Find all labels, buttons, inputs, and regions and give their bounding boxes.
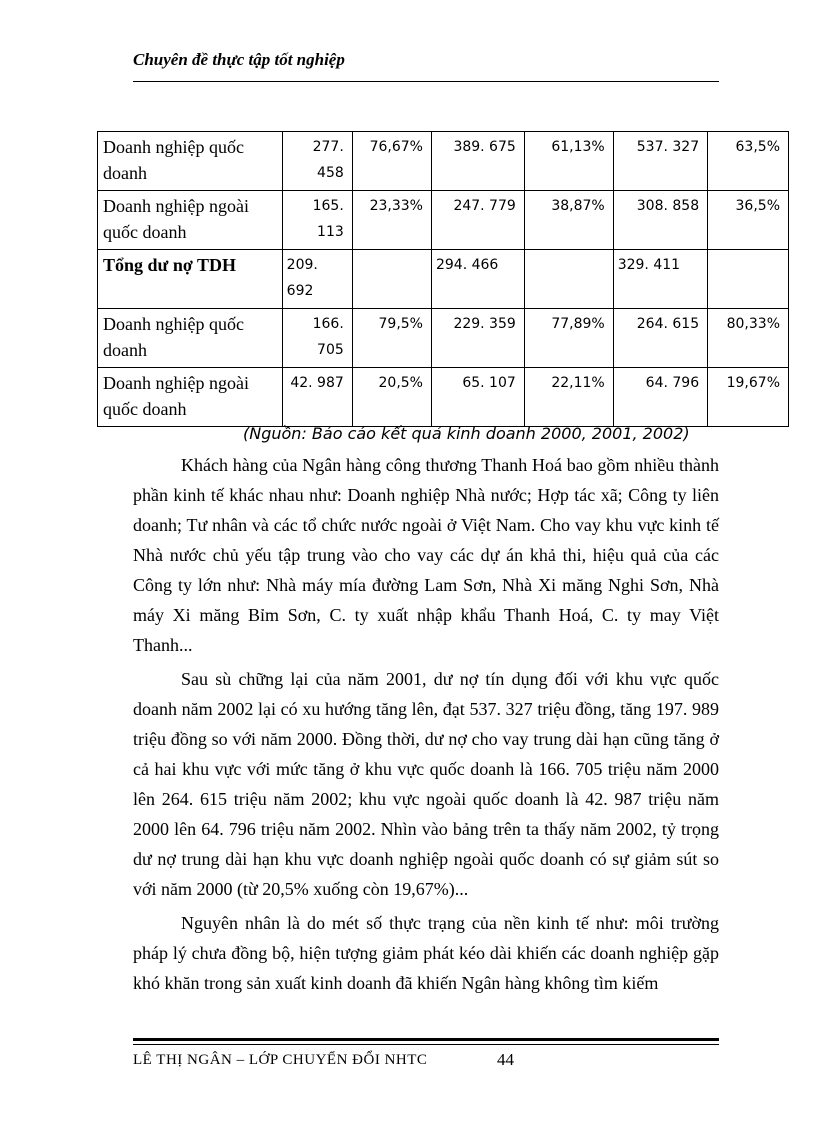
table-row (98, 368, 789, 427)
table-cell: 77,89% (524, 309, 613, 368)
footer-author: LÊ THỊ NGÂN – LỚP CHUYỂN ĐỔI NHTC (133, 1052, 428, 1068)
table-cell: 65. 107 (431, 368, 524, 427)
footer-rule-thin (133, 1044, 719, 1045)
header-rule (133, 81, 719, 82)
table-cell: 165. 113 (282, 191, 352, 250)
row-label: Doanh nghiệp ngoài quốc doanh (98, 191, 283, 250)
table-cell: 308. 858 (613, 191, 707, 250)
table-cell: 64. 796 (613, 368, 707, 427)
table-row (98, 132, 789, 191)
table-cell: 22,11% (524, 368, 613, 427)
table-row-total (98, 250, 789, 309)
table-cell (708, 250, 789, 309)
row-label: Doanh nghiệp ngoài quốc doanh (98, 368, 283, 427)
table-cell: 329. 411 (613, 250, 707, 309)
table-cell (352, 250, 431, 309)
table-source-note: (Nguồn: Báo cáo kết quả kinh doanh 2000, 2001, 2002) (243, 424, 690, 443)
table-cell: 247. 779 (431, 191, 524, 250)
table-row (98, 191, 789, 250)
table-cell: 537. 327 (613, 132, 707, 191)
table-cell: 63,5% (708, 132, 789, 191)
table-cell: 42. 987 (282, 368, 352, 427)
table-cell: 277. 458 (282, 132, 352, 191)
paragraph: Nguyên nhân là do mét số thực trạng của nền kinh tế như: môi trường pháp lý chưa đồng bộ, hiện tượng giảm phát kéo dài khiến các doanh nghiệp gặp khó khăn trong sản xuất kinh doanh đã khiến Ngân hàng không tìm kiếm (133, 913, 719, 993)
table-cell: 23,33% (352, 191, 431, 250)
table-cell: 79,5% (352, 309, 431, 368)
paragraph: Khách hàng của Ngân hàng công thương Thanh Hoá bao gồm nhiều thành phần kinh tế khác nhau như: Doanh nghiệp Nhà nước; Hợp tác xã; Công ty liên doanh; Tư nhân và các tổ chức nước ngoài ở Việt Nam. Cho vay khu vực kinh tế Nhà nước chủ yếu tập trung vào cho vay các dự án khả thi, hiệu quả của các Công ty lớn như: Nhà máy mía đường Lam Sơn, Nhà Xi măng Nghi Sơn, Nhà máy Xi măng Bỉm Sơn, C. ty xuất nhập khẩu Thanh Hoá, C. ty may Việt Thanh... (133, 455, 719, 655)
table-cell: 19,67% (708, 368, 789, 427)
row-label: Tổng dư nợ TDH (98, 250, 283, 309)
table-cell: 294. 466 (431, 250, 524, 309)
table-cell: 20,5% (352, 368, 431, 427)
table-cell: 80,33% (708, 309, 789, 368)
table-cell: 389. 675 (431, 132, 524, 191)
body-text (133, 450, 719, 1002)
page-number: 44 (497, 1050, 514, 1069)
table-cell (524, 250, 613, 309)
table-cell: 38,87% (524, 191, 613, 250)
row-label: Doanh nghiệp quốc doanh (98, 309, 283, 368)
table-cell: 264. 615 (613, 309, 707, 368)
table-row (98, 309, 789, 368)
table-cell: 36,5% (708, 191, 789, 250)
table-cell: 76,67% (352, 132, 431, 191)
paragraph: Sau sù chững lại của năm 2001, dư nợ tín dụng đối với khu vực quốc doanh năm 2002 lại có xu hướng tăng lên, đạt 537. 327 triệu đồng, tăng 197. 989 triệu đồng so với năm 2000. Đồng thời, dư nợ cho vay trung dài hạn cũng tăng ở cả hai khu vực với mức tăng ở khu vực quốc doanh là 166. 705 triệu năm 2000 lên 264. 615 triệu năm 2002; khu vực ngoài quốc doanh là 42. 987 triệu năm 2000 lên 64. 796 triệu năm 2002. Nhìn vào bảng trên ta thấy năm 2002, tỷ trọng dư nợ trung dài hạn khu vực doanh nghiệp ngoài quốc doanh có sự giảm sút so với năm 2000 (từ 20,5% xuống còn 19,67%)... (133, 669, 719, 899)
running-header-title: Chuyên đề thực tập tốt nghiệp (133, 50, 345, 69)
table-cell: 229. 359 (431, 309, 524, 368)
footer-rule-thick (133, 1038, 719, 1041)
table-cell: 166. 705 (282, 309, 352, 368)
row-label: Doanh nghiệp quốc doanh (98, 132, 283, 191)
table-cell: 61,13% (524, 132, 613, 191)
table-cell: 209. 692 (282, 250, 352, 309)
credit-table (97, 131, 789, 427)
